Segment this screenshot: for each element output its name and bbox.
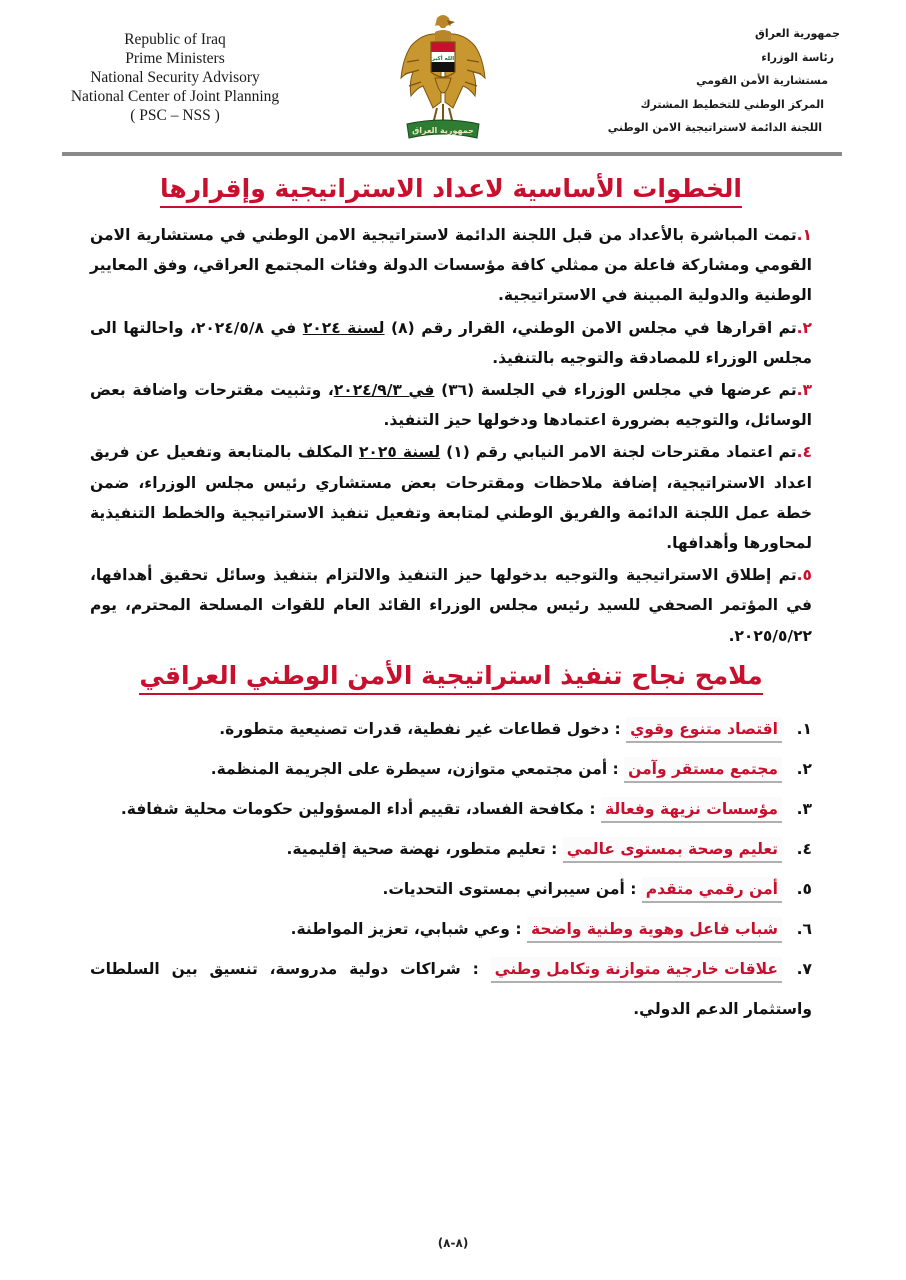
feature-number: ٢.: [796, 759, 812, 778]
step-text: تم اعتماد مقترحات لجنة الامر النيابي رقم (١): [440, 443, 797, 462]
english-line: National Security Advisory: [90, 69, 260, 86]
arabic-letterhead: [560, 22, 840, 140]
step-text: ، وتثبيت مقترحات واضافة بعض الوسائل، والتوجيه بضرورة اعتمادها ودخولها حيز التنفيذ.: [90, 381, 812, 430]
feature-separator: :: [509, 919, 527, 938]
step-text: المكلف بالمتابعة وتفعيل عن فريق اعداد الاستراتيجية، إضافة ملاحظات ومقترحات بعض مستشاري رئيس مجلس الوزراء، ضمن خطة عمل اللجنة الدائمة والفريق الوطني لمتابعة وتفعيل تنفيذ الاستراتيجية والخطط التنفيذية لمحاورها وأهدافها.: [90, 443, 812, 553]
feature-text: مكافحة الفساد، تقييم أداء المسؤولين حكومات محلية شفافة.: [120, 799, 584, 818]
arabic-line: رئاسة الوزراء: [761, 50, 834, 64]
feature-label: شباب فاعل وهوية وطنية واضحة: [527, 917, 782, 943]
step-paragraph: [90, 220, 812, 311]
feature-separator: :: [545, 839, 563, 858]
feature-separator: :: [583, 799, 601, 818]
step-number: ٢.: [796, 318, 813, 337]
feature-item: [90, 829, 812, 869]
feature-item: [90, 789, 812, 829]
step-paragraph: [90, 560, 812, 651]
arabic-line: جمهورية العراق: [755, 27, 840, 40]
page-number: (٨-٨): [437, 1236, 469, 1250]
arabic-line: اللجنة الدائمة لاستراتيجية الامن الوطني: [607, 121, 822, 134]
step-number: ١.: [796, 226, 812, 244]
step-paragraph: [90, 375, 812, 435]
iraq-eagle-emblem-icon: [393, 12, 493, 144]
feature-text: شراكات دولية مدروسة، تنسيق بين السلطات واستثمار الدعم الدولي.: [90, 959, 812, 1018]
step-paragraph: [90, 313, 812, 373]
steps-list: [90, 220, 812, 651]
english-line: National Center of Joint Planning: [70, 88, 280, 105]
feature-text: وعي شبابي، تعزيز المواطنة.: [290, 919, 510, 938]
english-line: ( PSC – NSS ): [130, 107, 220, 124]
feature-label: مجتمع مستقر وآمن: [624, 757, 782, 783]
step-number: ٤.: [796, 443, 812, 462]
english-line: Republic of Iraq: [124, 31, 226, 48]
feature-label: تعليم وصحة بمستوى عالمي: [563, 837, 782, 863]
feature-text: أمن سيبراني بمستوى التحديات.: [382, 879, 625, 898]
section-title: [90, 174, 812, 208]
feature-label: أمن رقمي متقدم: [642, 877, 782, 903]
feature-separator: :: [460, 959, 491, 978]
feature-number: ١.: [796, 719, 812, 738]
step-number: ٥.: [796, 566, 812, 585]
feature-number: ٧.: [796, 959, 812, 978]
section-title: [90, 661, 812, 695]
step-text: تم إطلاق الاستراتيجية والتوجيه بدخولها حيز التنفيذ والالتزام بتنفيذ وسائل تحقيق أهدافها، في المؤتمر الصحفي للسيد رئيس مجلس الوزراء القائد العام للقوات المسلحة المحترم، يوم ٢٠٢٥/٥/٢٢.: [90, 566, 812, 645]
feature-number: ٣.: [796, 799, 812, 818]
document-body: [90, 170, 812, 1029]
step-text: لسنة ٢٠٢٤: [302, 318, 385, 337]
feature-item: [90, 909, 812, 949]
english-line: Prime Ministers: [125, 50, 225, 67]
feature-item: [90, 749, 812, 789]
success-features-list: [90, 709, 812, 1029]
feature-label: اقتصاد متنوع وقوي: [626, 717, 782, 743]
emblem-flag-text: الله أكبر: [431, 56, 455, 62]
feature-text: دخول قطاعات غير نفطية، قدرات تصنيعية متطورة.: [219, 719, 610, 738]
feature-text: أمن مجتمعي متوازن، سيطرة على الجريمة المنظمة.: [210, 759, 608, 778]
feature-text: تعليم متطور، نهضة صحية إقليمية.: [286, 839, 546, 858]
header-rule: [62, 152, 842, 156]
feature-item: [90, 709, 812, 749]
feature-separator: :: [607, 759, 625, 778]
step-text: لسنة ٢٠٢٥: [358, 443, 441, 462]
step-paragraph: [90, 437, 812, 558]
feature-label: علاقات خارجية متوازنة وتكامل وطني: [491, 957, 782, 983]
step-text: تم عرضها في مجلس الوزراء في الجلسة (٣٦): [434, 381, 797, 400]
step-text: تم اقرارها في مجلس الامن الوطني، القرار رقم (٨): [384, 318, 797, 337]
step-text: في ٢٠٢٤/٥/٨، واحالتها الى مجلس الوزراء للمصادقة والتوجيه بالتنفيذ.: [90, 318, 812, 367]
feature-separator: :: [609, 719, 627, 738]
feature-item: [90, 949, 812, 1029]
english-letterhead: [40, 30, 310, 125]
feature-number: ٥.: [796, 879, 812, 898]
feature-item: [90, 869, 812, 909]
step-text: تمت المباشرة بالأعداد من قبل اللجنة الدائمة لاستراتيجية الامن الوطني في مستشارية الامن القومي ومشاركة فاعلة من ممثلي كافة مؤسسات الدولة وفئات المجتمع العراقي، وفق المعايير الوطنية والدولية المبينة في الاستراتيجية.: [90, 226, 812, 305]
feature-number: ٦.: [796, 919, 812, 938]
section-title-text: ملامح نجاح تنفيذ استراتيجية الأمن الوطني العراقي: [139, 661, 762, 695]
emblem-banner-text: جمهورية العراق: [412, 126, 474, 135]
feature-number: ٤.: [796, 839, 812, 858]
letterhead: [0, 0, 906, 160]
section-title-text: الخطوات الأساسية لاعداد الاستراتيجية وإقرارها: [160, 174, 742, 208]
step-text: في ٢٠٢٤/٩/٣: [333, 381, 435, 400]
step-number: ٣.: [796, 381, 813, 400]
feature-label: مؤسسات نزيهة وفعالة: [601, 797, 782, 823]
arabic-line: مستشارية الأمن القومي: [696, 74, 828, 87]
feature-separator: :: [624, 879, 642, 898]
arabic-line: المركز الوطني للتخطيط المشترك: [640, 97, 824, 111]
